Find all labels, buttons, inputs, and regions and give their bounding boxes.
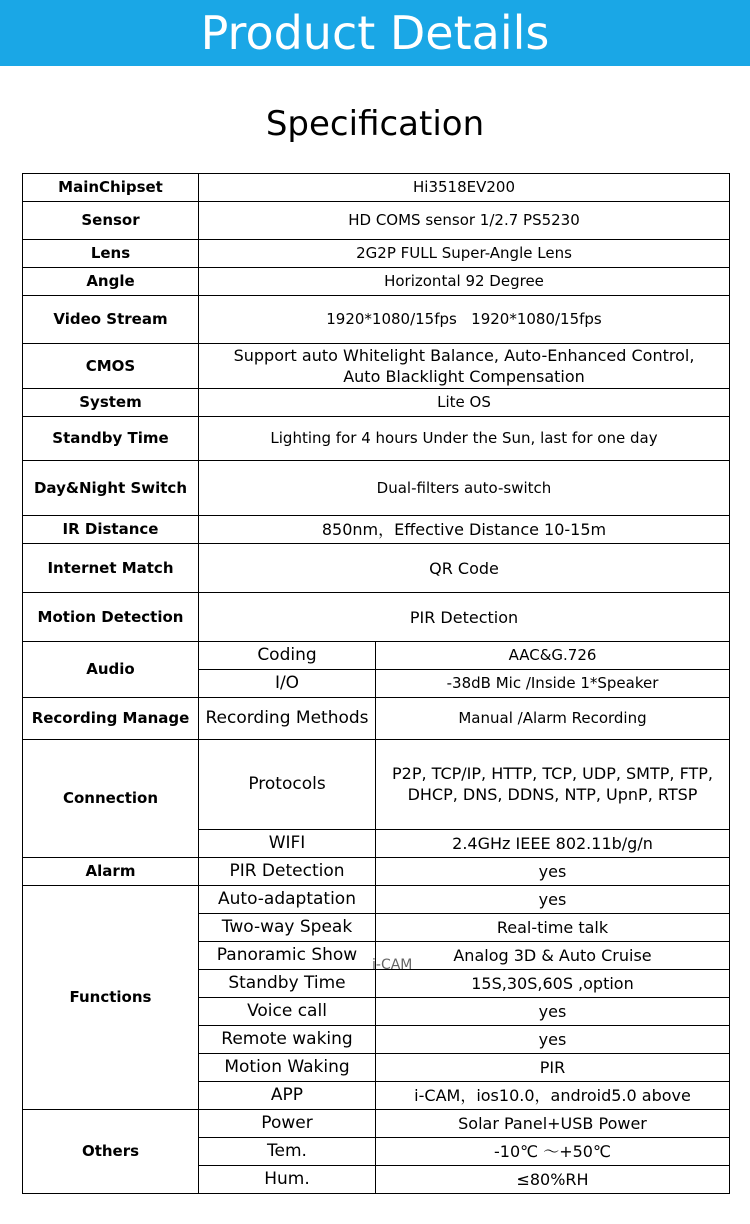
sub-label: I/O — [199, 670, 376, 698]
table-row — [23, 516, 730, 544]
row-value: PIR Detection — [199, 593, 730, 642]
table-row — [23, 698, 730, 740]
row-label: Internet Match — [23, 544, 199, 593]
row-value: Real-time talk — [376, 913, 730, 941]
table-row — [23, 174, 730, 202]
row-label: Connection — [23, 740, 199, 857]
row-value: Lite OS — [199, 389, 730, 417]
table-row — [23, 740, 730, 829]
row-value: QR Code — [199, 544, 730, 593]
row-label: Others — [23, 1109, 199, 1193]
row-label: Video Stream — [23, 296, 199, 344]
table-row — [23, 417, 730, 461]
specification-table — [22, 173, 730, 1194]
sub-label: Standby Time — [199, 969, 376, 997]
sub-label: Two-way Speak — [199, 913, 376, 941]
row-value: Lighting for 4 hours Under the Sun, last for one day — [199, 417, 730, 461]
sub-label: Coding — [199, 642, 376, 670]
row-value: P2P, TCP/IP, HTTP, TCP, UDP, SMTP, FTP, DHCP, DNS, DDNS, NTP, UpnP, RTSP — [376, 740, 730, 829]
sub-label: Remote waking — [199, 1025, 376, 1053]
table-row — [23, 268, 730, 296]
table-row — [23, 344, 730, 389]
row-value: 1920*1080/15fps 1920*1080/15fps — [199, 296, 730, 344]
row-value: Support auto Whitelight Balance, Auto-Enhanced Control, Auto Blacklight Compensation — [199, 344, 730, 389]
row-label: CMOS — [23, 344, 199, 389]
row-value: 15S,30S,60S ,option — [376, 969, 730, 997]
row-label: Angle — [23, 268, 199, 296]
row-label: IR Distance — [23, 516, 199, 544]
sub-label: Panoramic Show — [199, 941, 376, 969]
row-label: Audio — [23, 642, 199, 698]
row-value: Dual-filters auto-switch — [199, 461, 730, 516]
section-title: Specification — [265, 104, 485, 144]
row-value: ≤80%RH — [376, 1165, 730, 1193]
row-value: 850nm，Effective Distance 10-15m — [199, 516, 730, 544]
row-value: yes — [376, 857, 730, 885]
table-row — [23, 240, 730, 268]
sub-label: Protocols — [199, 740, 376, 829]
row-value: Hi3518EV200 — [199, 174, 730, 202]
row-label: Sensor — [23, 202, 199, 240]
table-row — [23, 885, 730, 913]
row-value: i-CAM，ios10.0，android5.0 above — [376, 1081, 730, 1109]
row-label: Motion Detection — [23, 593, 199, 642]
row-label: System — [23, 389, 199, 417]
row-value: 2G2P FULL Super-Angle Lens — [199, 240, 730, 268]
row-value: HD COMS sensor 1/2.7 PS5230 — [199, 202, 730, 240]
sub-label: Auto-adaptation — [199, 885, 376, 913]
sub-label: Hum. — [199, 1165, 376, 1193]
row-value: PIR — [376, 1053, 730, 1081]
sub-label: Recording Methods — [199, 698, 376, 740]
table-row — [23, 389, 730, 417]
banner-title: Product Details — [200, 6, 550, 60]
row-value: Solar Panel+USB Power — [376, 1109, 730, 1137]
row-label: Recording Manage — [23, 698, 199, 740]
watermark-text: i-CAM — [372, 957, 413, 973]
row-label: Functions — [23, 885, 199, 1109]
row-value: Horizontal 92 Degree — [199, 268, 730, 296]
row-value: yes — [376, 997, 730, 1025]
table-row — [23, 857, 730, 885]
row-label: Lens — [23, 240, 199, 268]
sub-label: WIFI — [199, 829, 376, 857]
sub-label: Motion Waking — [199, 1053, 376, 1081]
row-label: Alarm — [23, 857, 199, 885]
row-value: yes — [376, 1025, 730, 1053]
row-label: Day&Night Switch — [23, 461, 199, 516]
table-row — [23, 202, 730, 240]
sub-label: APP — [199, 1081, 376, 1109]
row-label: Standby Time — [23, 417, 199, 461]
table-row — [23, 461, 730, 516]
page-banner — [0, 0, 750, 66]
table-row — [23, 544, 730, 593]
table-row — [23, 296, 730, 344]
row-value: -10℃ ～+50℃ — [376, 1137, 730, 1165]
sub-label: Power — [199, 1109, 376, 1137]
table-row — [23, 642, 730, 670]
sub-label: Tem. — [199, 1137, 376, 1165]
row-value: AAC&G.726 — [376, 642, 730, 670]
row-value: Analog 3D & Auto Cruise — [376, 941, 730, 969]
table-row — [23, 593, 730, 642]
row-value: 2.4GHz IEEE 802.11b/g/n — [376, 829, 730, 857]
row-value: Manual /Alarm Recording — [376, 698, 730, 740]
row-label: MainChipset — [23, 174, 199, 202]
table-row — [23, 1109, 730, 1137]
sub-label: PIR Detection — [199, 857, 376, 885]
row-value: yes — [376, 885, 730, 913]
row-value: -38dB Mic /Inside 1*Speaker — [376, 670, 730, 698]
sub-label: Voice call — [199, 997, 376, 1025]
